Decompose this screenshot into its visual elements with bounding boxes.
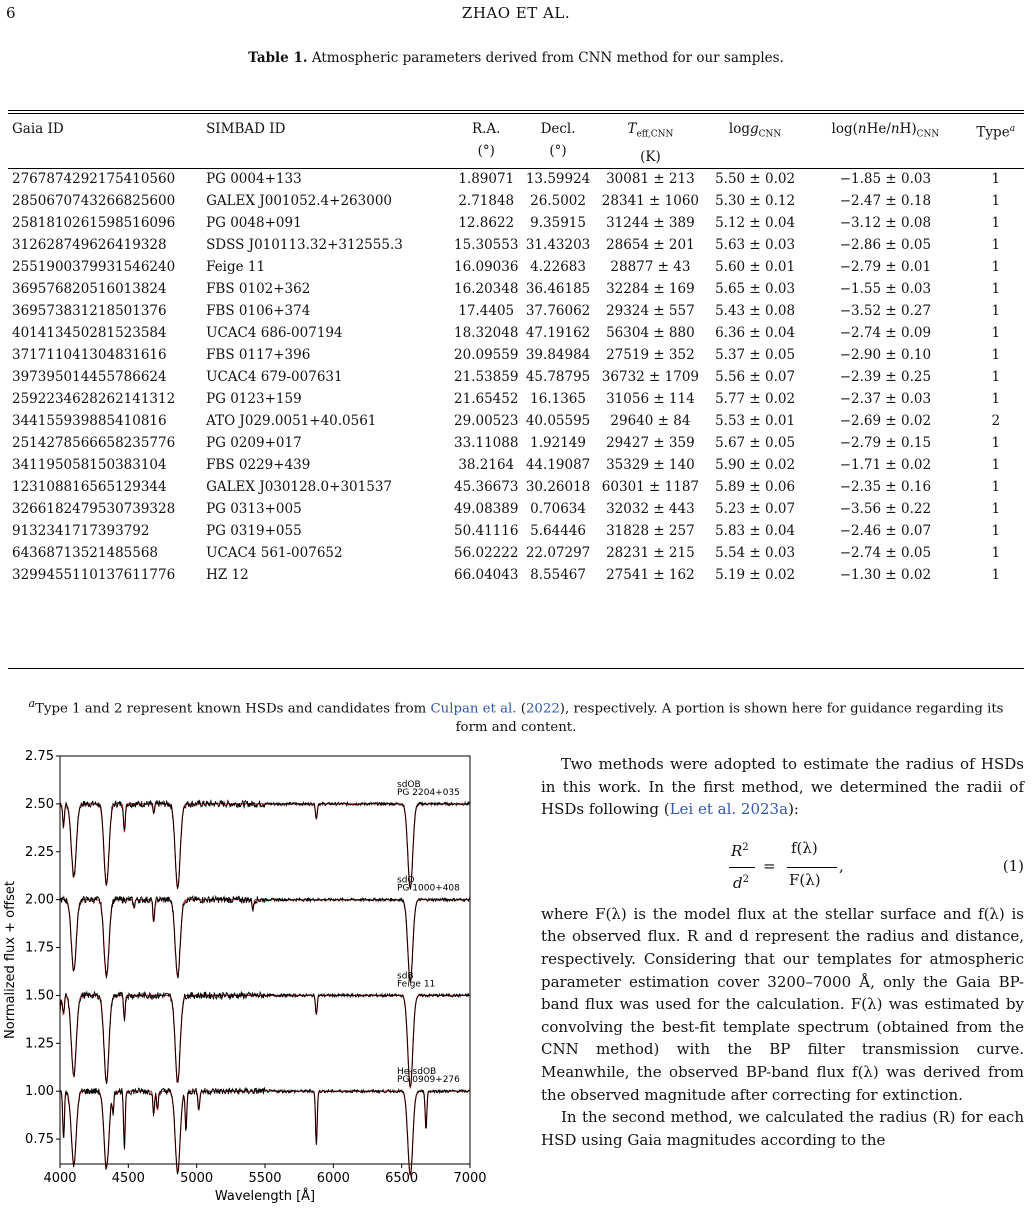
table-cell: 1 xyxy=(991,170,1001,187)
x-tick-label: 4500 xyxy=(111,1171,145,1186)
table-cell: 5.83 ± 0.04 xyxy=(715,522,796,539)
table-row xyxy=(8,366,1024,388)
table-cell: 3299455110137611776 xyxy=(12,566,176,583)
table-row xyxy=(8,278,1024,300)
table-cell: −2.74 ± 0.05 xyxy=(839,544,932,561)
table-cell: FBS 0229+439 xyxy=(206,456,311,473)
table-cell: −1.85 ± 0.03 xyxy=(839,170,932,187)
table-cell: 2551900379931546240 xyxy=(12,258,176,275)
table-cell: 36.46185 xyxy=(525,280,591,297)
table-cell: 32284 ± 169 xyxy=(606,280,695,297)
table-cell: 31.43203 xyxy=(525,236,591,253)
table-cell: 17.4405 xyxy=(458,302,515,319)
series-class-label: sdOB xyxy=(397,779,421,790)
table-cell: 2850670743266825600 xyxy=(12,192,176,209)
table-cell: 28231 ± 215 xyxy=(606,544,695,561)
table-cell: 1 xyxy=(991,214,1001,231)
table-cell: Feige 11 xyxy=(206,258,266,275)
y-tick-label: 2.75 xyxy=(25,749,54,764)
table-row xyxy=(8,234,1024,256)
table-cell: −2.35 ± 0.16 xyxy=(839,478,932,495)
table-cell: 5.30 ± 0.12 xyxy=(715,192,796,209)
table-cell: 9.35915 xyxy=(530,214,586,231)
table-cell: 29427 ± 359 xyxy=(606,434,695,451)
table-cell: −2.79 ± 0.01 xyxy=(839,258,932,275)
table-cell: 27541 ± 162 xyxy=(606,566,695,583)
table-cell: −2.46 ± 0.07 xyxy=(839,522,932,539)
table-cell: 312628749626419328 xyxy=(12,236,167,253)
table-cell: 1 xyxy=(991,324,1001,341)
y-tick-label: 1.75 xyxy=(25,940,54,956)
table-cell: −2.79 ± 0.15 xyxy=(839,434,932,451)
series-star-label: Feige 11 xyxy=(397,979,436,990)
paragraph-where: where F(λ) is the model flux at the stellar surface and f(λ) is the observed flux. R and d represent the radius and distance, respectively. Considering that our templates for atmospheric parameter estimation cover 3200–7000 Å, only the Gaia BP-band flux was used for the calculation. F(λ) was estimated by convolving the best-fit template spectrum (obtained from the CNN method) with the BP filter transmission curve. Meanwhile, the observed BP-band flux f(λ) was derived from the observed magnitude after correcting for extinction. xyxy=(541,904,1024,1104)
table-cell: 50.41116 xyxy=(454,522,519,539)
table-cell: 1 xyxy=(991,478,1001,495)
table-cell: ATO J029.0051+40.0561 xyxy=(206,412,377,429)
table-cell: 39.84984 xyxy=(525,346,591,363)
col-header-decl: Decl. (°) xyxy=(540,121,576,159)
table-cell: 16.1365 xyxy=(530,390,586,407)
table-cell: PG 0123+159 xyxy=(206,390,302,407)
table-cell: 21.53859 xyxy=(454,368,519,385)
col-header-gaia-id: Gaia ID xyxy=(12,121,64,137)
table-top-rule xyxy=(8,110,1024,111)
table-cell: 26.5002 xyxy=(530,192,586,209)
col-header-type: Type$^a$ xyxy=(976,124,1016,141)
table-row xyxy=(8,168,1024,190)
table-cell: 22.07297 xyxy=(525,544,591,561)
y-tick-label: 1.00 xyxy=(25,1084,54,1100)
table-cell: 1 xyxy=(991,566,1001,583)
table-cell: 5.50 ± 0.02 xyxy=(715,170,796,187)
table-header-row xyxy=(8,118,1024,168)
eq-lhs-num: $R^2$ xyxy=(731,841,749,860)
x-tick-label: 6000 xyxy=(316,1171,350,1186)
col-header-ra: R.A. (°) xyxy=(471,121,501,159)
equation-number: (1) xyxy=(1002,856,1024,875)
table-cell: 5.12 ± 0.04 xyxy=(715,214,796,231)
table-cell: 56.02222 xyxy=(454,544,519,561)
table-cell: 29.00523 xyxy=(454,412,519,429)
x-tick-label: 6500 xyxy=(385,1171,419,1186)
table-cell: −2.39 ± 0.25 xyxy=(839,368,932,385)
table-cell: FBS 0117+396 xyxy=(206,346,311,363)
table-cell: 5.63 ± 0.03 xyxy=(715,236,796,253)
paragraph-second-method: In the second method, we calculated the radius (R) for each HSD using Gaia magnitudes according to the xyxy=(541,1108,1024,1149)
table-cell: 15.30553 xyxy=(454,236,519,253)
y-axis-label: Normalized flux + offset xyxy=(3,881,18,1039)
table-cell: UCAC4 686-007194 xyxy=(206,324,343,341)
table-cell: 3266182479530739328 xyxy=(12,500,176,517)
table-cell: 5.53 ± 0.01 xyxy=(715,412,796,429)
model-spectrum-line xyxy=(60,1091,470,1175)
y-tick-label: 2.25 xyxy=(25,844,54,860)
table-cell: 5.43 ± 0.08 xyxy=(715,302,796,319)
table-row xyxy=(8,542,1024,564)
x-tick-label: 5500 xyxy=(248,1171,282,1186)
table-cell: 5.90 ± 0.02 xyxy=(715,456,796,473)
table-cell: −1.55 ± 0.03 xyxy=(839,280,932,297)
table-cell: 5.67 ± 0.05 xyxy=(715,434,796,451)
table-cell: −3.52 ± 0.27 xyxy=(839,302,932,319)
table-cell: UCAC4 561-007652 xyxy=(206,544,343,561)
table-cell: 369573831218501376 xyxy=(12,302,167,319)
table-cell: 123108816565129344 xyxy=(12,478,167,495)
table-cell: −1.71 ± 0.02 xyxy=(839,456,932,473)
table-cell: 1 xyxy=(991,192,1001,209)
table-cell: 1 xyxy=(991,368,1001,385)
y-tick-label: 2.50 xyxy=(25,796,54,812)
eq-lhs-den: $d^2$ xyxy=(733,873,749,892)
observed-spectrum-line xyxy=(60,896,470,982)
table-cell: 36732 ± 1709 xyxy=(601,368,699,385)
series-star-label: PG 2204+035 xyxy=(397,787,460,798)
body-text-column xyxy=(541,753,1024,1151)
table-cell: 38.2164 xyxy=(458,456,515,473)
table-cell: 2 xyxy=(991,412,1001,429)
paragraph-methods: Two methods were adopted to estimate the radius of HSDs in this work. In the first method, we determined the radii of HSDs following (Lei et al. 2023a): xyxy=(541,755,1024,819)
table-row xyxy=(8,520,1024,542)
table-cell: 1 xyxy=(991,258,1001,275)
table-cell: 44.19087 xyxy=(525,456,591,473)
table-cell: 1 xyxy=(991,390,1001,407)
x-tick-label: 4000 xyxy=(43,1171,77,1186)
table-row xyxy=(8,564,1024,586)
table-cell: −3.56 ± 0.22 xyxy=(839,500,932,517)
table-cell: 1 xyxy=(991,346,1001,363)
series-class-label: sdO xyxy=(397,875,415,886)
table-cell: 344155939885410816 xyxy=(12,412,167,429)
col-header-logg: logg$_{CNN}$ xyxy=(728,121,782,140)
table-cell: 30.26018 xyxy=(525,478,591,495)
table-cell: 1 xyxy=(991,500,1001,517)
table-cell: 2514278566658235776 xyxy=(12,434,176,451)
table-top-rule-2 xyxy=(8,113,1024,114)
table-cell: 35329 ± 140 xyxy=(606,456,695,473)
eq-rhs-den: F(λ) xyxy=(789,870,821,889)
table-cell: PG 0209+017 xyxy=(206,434,302,451)
table-caption xyxy=(0,50,1032,66)
table-cell: 1 xyxy=(991,456,1001,473)
x-axis-label: Wavelength [Å] xyxy=(214,1189,316,1204)
table-caption-text: Atmospheric parameters derived from CNN method for our samples. xyxy=(311,50,784,66)
table-row xyxy=(8,498,1024,520)
table-cell: −2.47 ± 0.18 xyxy=(839,192,932,209)
table-cell: 31244 ± 389 xyxy=(606,214,695,231)
table-cell: FBS 0106+374 xyxy=(206,302,311,319)
table-cell: UCAC4 679-007631 xyxy=(206,368,343,385)
table-row xyxy=(8,190,1024,212)
table-cell: 27519 ± 352 xyxy=(606,346,695,363)
table-row xyxy=(8,212,1024,234)
series-star-label: PG 0909+276 xyxy=(397,1075,460,1086)
table-cell: 20.09559 xyxy=(454,346,519,363)
table-cell: 5.65 ± 0.03 xyxy=(715,280,796,297)
table-cell: 64368713521485568 xyxy=(12,544,159,561)
table-cell: 5.64446 xyxy=(530,522,586,539)
table-cell: 30081 ± 213 xyxy=(606,170,695,187)
table-cell: 5.60 ± 0.01 xyxy=(715,258,796,275)
table-cell: 4.22683 xyxy=(530,258,586,275)
table-cell: −2.37 ± 0.03 xyxy=(839,390,932,407)
table-cell: 5.23 ± 0.07 xyxy=(715,500,796,517)
table-cell: 66.04043 xyxy=(454,566,519,583)
table-cell: PG 0004+133 xyxy=(206,170,302,187)
table-cell: 2581810261598516096 xyxy=(12,214,176,231)
table-cell: 29640 ± 84 xyxy=(610,412,691,429)
table-cell: 37.76062 xyxy=(525,302,591,319)
table-cell: −3.12 ± 0.08 xyxy=(839,214,932,231)
table-cell: 369576820516013824 xyxy=(12,280,167,297)
running-head: ZHAO ET AL. xyxy=(461,4,571,22)
table-cell: 341195058150383104 xyxy=(12,456,167,473)
table-cell: PG 0313+005 xyxy=(206,500,302,517)
table-cell: 31056 ± 114 xyxy=(606,390,695,407)
page-number: 6 xyxy=(6,4,16,22)
eq-rhs-num: f(λ) xyxy=(791,838,818,857)
citation-year-link[interactable]: 2022 xyxy=(525,701,560,717)
table-cell: 1 xyxy=(991,280,1001,297)
table-cell: GALEX J001052.4+263000 xyxy=(206,192,392,209)
table-cell: 1 xyxy=(991,236,1001,253)
table-row xyxy=(8,476,1024,498)
table-cell: 1 xyxy=(991,302,1001,319)
table-row xyxy=(8,410,1024,432)
table-cell: PG 0048+091 xyxy=(206,214,302,231)
table-cell: 1 xyxy=(991,522,1001,539)
table-cell: 401413450281523584 xyxy=(12,324,167,341)
table-row xyxy=(8,432,1024,454)
y-tick-label: 1.50 xyxy=(25,988,54,1004)
table-cell: −2.86 ± 0.05 xyxy=(839,236,932,253)
series-star-label: PG 1000+408 xyxy=(397,883,460,894)
table-bottom-rule xyxy=(8,668,1024,669)
spectra-figure xyxy=(0,746,500,1214)
x-tick-label: 7000 xyxy=(453,1171,487,1186)
table-row xyxy=(8,454,1024,476)
table-cell: 1.89071 xyxy=(458,170,515,187)
table-cell: 28877 ± 43 xyxy=(610,258,691,275)
table-cell: 6.36 ± 0.04 xyxy=(715,324,796,341)
col-header-teff: $T_{eff,CNN}$ (K) xyxy=(627,121,674,165)
col-header-simbad-id: SIMBAD ID xyxy=(206,121,286,137)
table-cell: 5.19 ± 0.02 xyxy=(715,566,796,583)
citation-lei-link[interactable]: Lei et al. 2023a xyxy=(669,800,789,819)
table-cell: 5.89 ± 0.06 xyxy=(715,478,796,495)
series-class-label: sdB xyxy=(397,971,414,982)
table-cell: 5.77 ± 0.02 xyxy=(715,390,796,407)
table-cell: 28654 ± 201 xyxy=(606,236,695,253)
y-tick-label: 1.25 xyxy=(25,1036,54,1052)
table-cell: −2.90 ± 0.10 xyxy=(839,346,932,363)
table-cell: 16.20348 xyxy=(454,280,519,297)
table-cell: 12.8622 xyxy=(458,214,515,231)
table-cell: 5.54 ± 0.03 xyxy=(715,544,796,561)
table-cell: 18.32048 xyxy=(454,324,519,341)
table-cell: 9132341717393792 xyxy=(12,522,150,539)
table-cell: 28341 ± 1060 xyxy=(601,192,699,209)
table-cell: 40.05595 xyxy=(525,412,591,429)
table-cell: 13.59924 xyxy=(525,170,591,187)
table-footnote: $^a$Type 1 and 2 represent known HSDs and candidates from Culpan et al. (2022), respectively. A portion is shown here for guidance regarding its form and content. xyxy=(28,697,1004,736)
table-cell: 5.37 ± 0.05 xyxy=(715,346,796,363)
table-cell: 45.36673 xyxy=(454,478,519,495)
table-cell: −2.74 ± 0.09 xyxy=(839,324,932,341)
citation-link[interactable]: Culpan et al. xyxy=(430,701,517,717)
table-cell: 49.08389 xyxy=(454,500,519,517)
table-cell: SDSS J010113.32+312555.3 xyxy=(206,236,403,253)
table-cell: −1.30 ± 0.02 xyxy=(839,566,932,583)
table-cell: 45.78795 xyxy=(525,368,591,385)
table-cell: 1 xyxy=(991,544,1001,561)
series-class-label: He-sdOB xyxy=(397,1067,437,1078)
table-row xyxy=(8,322,1024,344)
table-cell: 47.19162 xyxy=(525,324,591,341)
atmospheric-parameters-table xyxy=(8,118,1024,586)
table-cell: FBS 0102+362 xyxy=(206,280,311,297)
table-cell: 29324 ± 557 xyxy=(606,302,695,319)
table-cell: 16.09036 xyxy=(454,258,519,275)
table-cell: 1 xyxy=(991,434,1001,451)
table-cell: HZ 12 xyxy=(206,566,249,583)
x-tick-label: 5000 xyxy=(180,1171,214,1186)
table-cell: 56304 ± 880 xyxy=(606,324,695,341)
observed-spectrum-line xyxy=(60,1088,470,1174)
table-cell: PG 0319+055 xyxy=(206,522,302,539)
table-cell: 2767874292175410560 xyxy=(12,170,176,187)
col-header-loghe: $\log(nHe/nH)_{CNN}$ xyxy=(831,121,940,140)
table-row xyxy=(8,344,1024,366)
table-cell: 0.70634 xyxy=(530,500,586,517)
table-cell: 33.11088 xyxy=(454,434,519,451)
table-cell: 31828 ± 257 xyxy=(606,522,695,539)
table-cell: 32032 ± 443 xyxy=(606,500,695,517)
table-cell: −2.69 ± 0.02 xyxy=(839,412,932,429)
table-row xyxy=(8,388,1024,410)
y-tick-label: 0.75 xyxy=(25,1132,54,1148)
table-cell: 397395014455786624 xyxy=(12,368,167,385)
table-cell: 1.92149 xyxy=(530,434,586,451)
equation-1: $R^2$ $d^2$ = f(λ) F(λ) , (1) xyxy=(541,831,1024,903)
table-caption-label: Table 1. xyxy=(248,50,308,66)
table-cell: GALEX J030128.0+301537 xyxy=(206,478,392,495)
table-cell: 60301 ± 1187 xyxy=(601,478,699,495)
table-cell: 371711041304831616 xyxy=(12,346,167,363)
table-row xyxy=(8,300,1024,322)
table-cell: 21.65452 xyxy=(454,390,519,407)
table-cell: 2592234628262141312 xyxy=(12,390,176,407)
table-cell: 2.71848 xyxy=(458,192,515,209)
table-cell: 5.56 ± 0.07 xyxy=(715,368,796,385)
y-tick-label: 2.00 xyxy=(25,892,54,908)
table-cell: 8.55467 xyxy=(530,566,586,583)
table-row xyxy=(8,256,1024,278)
